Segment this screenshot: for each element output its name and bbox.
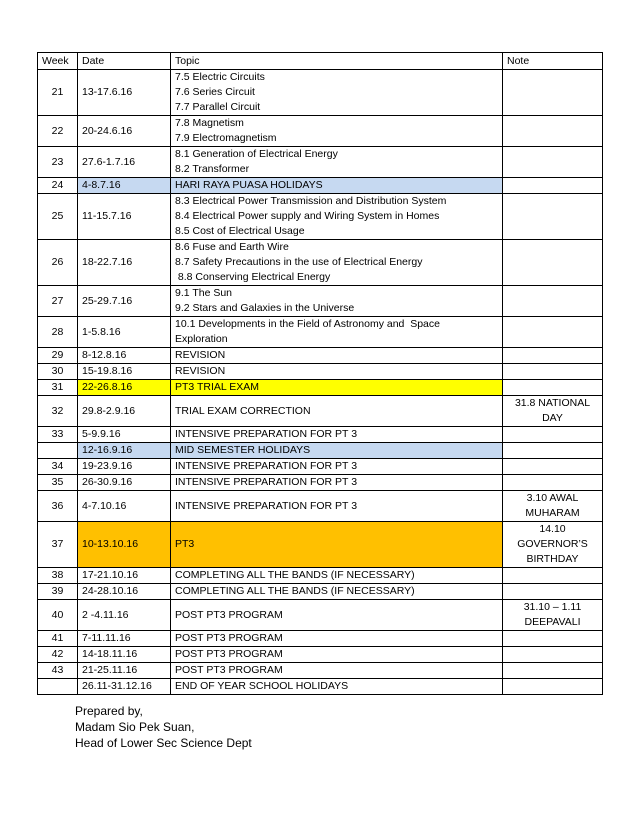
note-cell xyxy=(503,568,603,584)
note-cell xyxy=(503,427,603,443)
topic-cell xyxy=(171,522,503,568)
table-row xyxy=(38,348,603,364)
date-cell: 22-26.8.16 xyxy=(78,380,171,396)
table-row xyxy=(38,364,603,380)
week-cell: 23 xyxy=(38,147,78,178)
table-row xyxy=(38,475,603,491)
topic-cell xyxy=(171,147,503,178)
date-cell: 27.6-1.7.16 xyxy=(78,147,171,178)
table-row xyxy=(38,568,603,584)
topic-line: 8.5 Cost of Electrical Usage xyxy=(175,225,305,237)
topic-line: 9.2 Stars and Galaxies in the Universe xyxy=(175,302,355,314)
table-row xyxy=(38,194,603,240)
note-cell xyxy=(503,396,603,427)
topic-line: 9.1 The Sun xyxy=(175,287,233,299)
date-cell: 2 -4.11.16 xyxy=(78,600,171,631)
week-cell: 27 xyxy=(38,286,78,317)
note-cell xyxy=(503,475,603,491)
topic-cell xyxy=(171,194,503,240)
table-row xyxy=(38,631,603,647)
topic-line: 7.8 Magnetism xyxy=(175,117,244,129)
topic-line: 8.8 Conserving Electrical Energy xyxy=(175,271,331,283)
date-cell: 4-7.10.16 xyxy=(78,491,171,522)
topic-cell xyxy=(171,348,503,364)
topic-line: INTENSIVE PREPARATION FOR PT 3 xyxy=(175,428,358,440)
topic-cell xyxy=(171,364,503,380)
table-row xyxy=(38,459,603,475)
topic-line: 7.5 Electric Circuits xyxy=(175,71,265,83)
topic-line: INTENSIVE PREPARATION FOR PT 3 xyxy=(175,476,358,488)
topic-line: MID SEMESTER HOLIDAYS xyxy=(175,444,311,456)
topic-line: 8.4 Electrical Power supply and Wiring System in Homes xyxy=(175,210,440,222)
topic-line: PT3 xyxy=(175,538,195,550)
topic-line: 8.6 Fuse and Earth Wire xyxy=(175,241,289,253)
table-row xyxy=(38,317,603,348)
week-cell: 38 xyxy=(38,568,78,584)
note-cell xyxy=(503,240,603,286)
topic-line: 7.9 Electromagnetism xyxy=(175,132,277,144)
topic-line: REVISION xyxy=(175,365,226,377)
topic-line: COMPLETING ALL THE BANDS (IF NECESSARY) xyxy=(175,585,415,597)
topic-line: 10.1 Developments in the Field of Astronomy and Space xyxy=(175,318,440,330)
header-topic: Topic xyxy=(171,53,503,70)
table-row xyxy=(38,679,603,695)
week-cell: 31 xyxy=(38,380,78,396)
table-row xyxy=(38,240,603,286)
topic-line: COMPLETING ALL THE BANDS (IF NECESSARY) xyxy=(175,569,415,581)
topic-cell xyxy=(171,663,503,679)
topic-line: 8.3 Electrical Power Transmission and Distribution System xyxy=(175,195,447,207)
date-cell: 29.8-2.9.16 xyxy=(78,396,171,427)
topic-cell xyxy=(171,396,503,427)
table-row xyxy=(38,427,603,443)
table-row xyxy=(38,70,603,116)
topic-cell xyxy=(171,491,503,522)
table-row xyxy=(38,147,603,178)
note-cell xyxy=(503,194,603,240)
note-cell xyxy=(503,443,603,459)
header-week: Week xyxy=(38,53,78,70)
note-line: DAY xyxy=(542,412,563,424)
table-header-row xyxy=(38,53,603,70)
date-cell: 18-22.7.16 xyxy=(78,240,171,286)
topic-cell xyxy=(171,443,503,459)
week-cell: 24 xyxy=(38,178,78,194)
week-cell: 40 xyxy=(38,600,78,631)
author-title: Head of Lower Sec Science Dept xyxy=(75,736,252,750)
topic-cell xyxy=(171,584,503,600)
week-cell: 28 xyxy=(38,317,78,348)
week-cell: 41 xyxy=(38,631,78,647)
topic-line: REVISION xyxy=(175,349,226,361)
week-cell: 22 xyxy=(38,116,78,147)
topic-line: POST PT3 PROGRAM xyxy=(175,608,283,621)
week-cell: 43 xyxy=(38,663,78,679)
week-cell: 21 xyxy=(38,70,78,116)
topic-cell xyxy=(171,679,503,695)
week-cell: 26 xyxy=(38,240,78,286)
note-cell xyxy=(503,178,603,194)
week-cell: 25 xyxy=(38,194,78,240)
date-cell: 21-25.11.16 xyxy=(78,663,171,679)
note-cell xyxy=(503,679,603,695)
table-row xyxy=(38,116,603,147)
week-cell: 30 xyxy=(38,364,78,380)
table-row xyxy=(38,396,603,427)
note-cell xyxy=(503,116,603,147)
topic-line: 8.7 Safety Precautions in the use of Electrical Energy xyxy=(175,256,423,268)
week-cell xyxy=(38,679,78,695)
header-note: Note xyxy=(503,53,603,70)
week-cell: 39 xyxy=(38,584,78,600)
date-cell: 1-5.8.16 xyxy=(78,317,171,348)
date-cell: 5-9.9.16 xyxy=(78,427,171,443)
schedule-table xyxy=(37,52,603,695)
date-cell: 13-17.6.16 xyxy=(78,70,171,116)
note-line: 31.8 NATIONAL xyxy=(514,397,591,409)
topic-cell xyxy=(171,459,503,475)
topic-cell xyxy=(171,380,503,396)
note-line: 14.10 xyxy=(539,523,566,535)
date-cell: 8-12.8.16 xyxy=(78,348,171,364)
note-line: MUHARAM xyxy=(525,507,580,519)
note-cell xyxy=(503,491,603,522)
date-cell: 26.11-31.12.16 xyxy=(78,679,171,695)
week-cell: 37 xyxy=(38,522,78,568)
note-cell xyxy=(503,600,603,631)
week-cell: 32 xyxy=(38,396,78,427)
note-cell xyxy=(503,317,603,348)
topic-line: 8.2 Transformer xyxy=(175,163,250,175)
schedule-body xyxy=(38,70,603,695)
note-cell xyxy=(503,522,603,568)
topic-line: 7.7 Parallel Circuit xyxy=(175,101,261,113)
topic-line: END OF YEAR SCHOOL HOLIDAYS xyxy=(175,680,349,692)
week-cell: 33 xyxy=(38,427,78,443)
date-cell: 19-23.9.16 xyxy=(78,459,171,475)
week-cell: 29 xyxy=(38,348,78,364)
note-line: DEEPAVALI xyxy=(524,616,581,628)
topic-line: 7.6 Series Circuit xyxy=(175,86,255,98)
prepared-by-block xyxy=(75,703,252,751)
week-cell: 34 xyxy=(38,459,78,475)
topic-cell xyxy=(171,116,503,147)
topic-line: HARI RAYA PUASA HOLIDAYS xyxy=(175,179,323,191)
date-cell: 25-29.7.16 xyxy=(78,286,171,317)
topic-cell xyxy=(171,286,503,317)
table-row xyxy=(38,178,603,194)
topic-line: 8.1 Generation of Electrical Energy xyxy=(175,148,338,160)
topic-line: INTENSIVE PREPARATION FOR PT 3 xyxy=(175,460,358,472)
note-cell xyxy=(503,631,603,647)
note-cell xyxy=(503,380,603,396)
date-cell: 17-21.10.16 xyxy=(78,568,171,584)
topic-cell xyxy=(171,568,503,584)
topic-line: POST PT3 PROGRAM xyxy=(175,632,283,644)
date-cell: 11-15.7.16 xyxy=(78,194,171,240)
week-cell: 36 xyxy=(38,491,78,522)
date-cell: 7-11.11.16 xyxy=(78,631,171,647)
topic-cell xyxy=(171,475,503,491)
note-cell xyxy=(503,663,603,679)
date-cell: 12-16.9.16 xyxy=(78,443,171,459)
date-cell: 15-19.8.16 xyxy=(78,364,171,380)
topic-cell xyxy=(171,70,503,116)
table-row xyxy=(38,663,603,679)
topic-line: PT3 TRIAL EXAM xyxy=(175,381,260,393)
note-cell xyxy=(503,459,603,475)
note-line: 31.10 – 1.11 xyxy=(523,601,582,613)
table-row xyxy=(38,600,603,631)
date-cell: 14-18.11.16 xyxy=(78,647,171,663)
note-cell xyxy=(503,286,603,317)
topic-cell xyxy=(171,647,503,663)
note-cell xyxy=(503,584,603,600)
date-cell: 24-28.10.16 xyxy=(78,584,171,600)
topic-cell xyxy=(171,427,503,443)
date-cell: 10-13.10.16 xyxy=(78,522,171,568)
topic-cell xyxy=(171,240,503,286)
week-cell xyxy=(38,443,78,459)
topic-line: Exploration xyxy=(175,333,228,345)
table-row xyxy=(38,286,603,317)
note-line: 3.10 AWAL xyxy=(526,492,579,504)
prepared-by-label: Prepared by, xyxy=(75,704,143,718)
table-row xyxy=(38,647,603,663)
note-line: GOVERNOR’S xyxy=(517,538,588,550)
topic-line: POST PT3 PROGRAM xyxy=(175,648,283,660)
date-cell: 4-8.7.16 xyxy=(78,178,171,194)
table-row xyxy=(38,584,603,600)
topic-cell xyxy=(171,178,503,194)
topic-cell xyxy=(171,631,503,647)
header-date: Date xyxy=(78,53,171,70)
table-row xyxy=(38,491,603,522)
table-row xyxy=(38,522,603,568)
note-line: BIRTHDAY xyxy=(526,553,579,565)
topic-line: POST PT3 PROGRAM xyxy=(175,664,283,676)
week-cell: 42 xyxy=(38,647,78,663)
topic-line: TRIAL EXAM CORRECTION xyxy=(175,404,311,417)
author-name: Madam Sio Pek Suan, xyxy=(75,720,195,734)
date-cell: 26-30.9.16 xyxy=(78,475,171,491)
date-cell: 20-24.6.16 xyxy=(78,116,171,147)
note-cell xyxy=(503,348,603,364)
topic-cell xyxy=(171,317,503,348)
note-cell xyxy=(503,647,603,663)
table-row xyxy=(38,380,603,396)
table-row xyxy=(38,443,603,459)
week-cell: 35 xyxy=(38,475,78,491)
note-cell xyxy=(503,364,603,380)
topic-cell xyxy=(171,600,503,631)
note-cell xyxy=(503,147,603,178)
topic-line: INTENSIVE PREPARATION FOR PT 3 xyxy=(175,499,358,512)
note-cell xyxy=(503,70,603,116)
